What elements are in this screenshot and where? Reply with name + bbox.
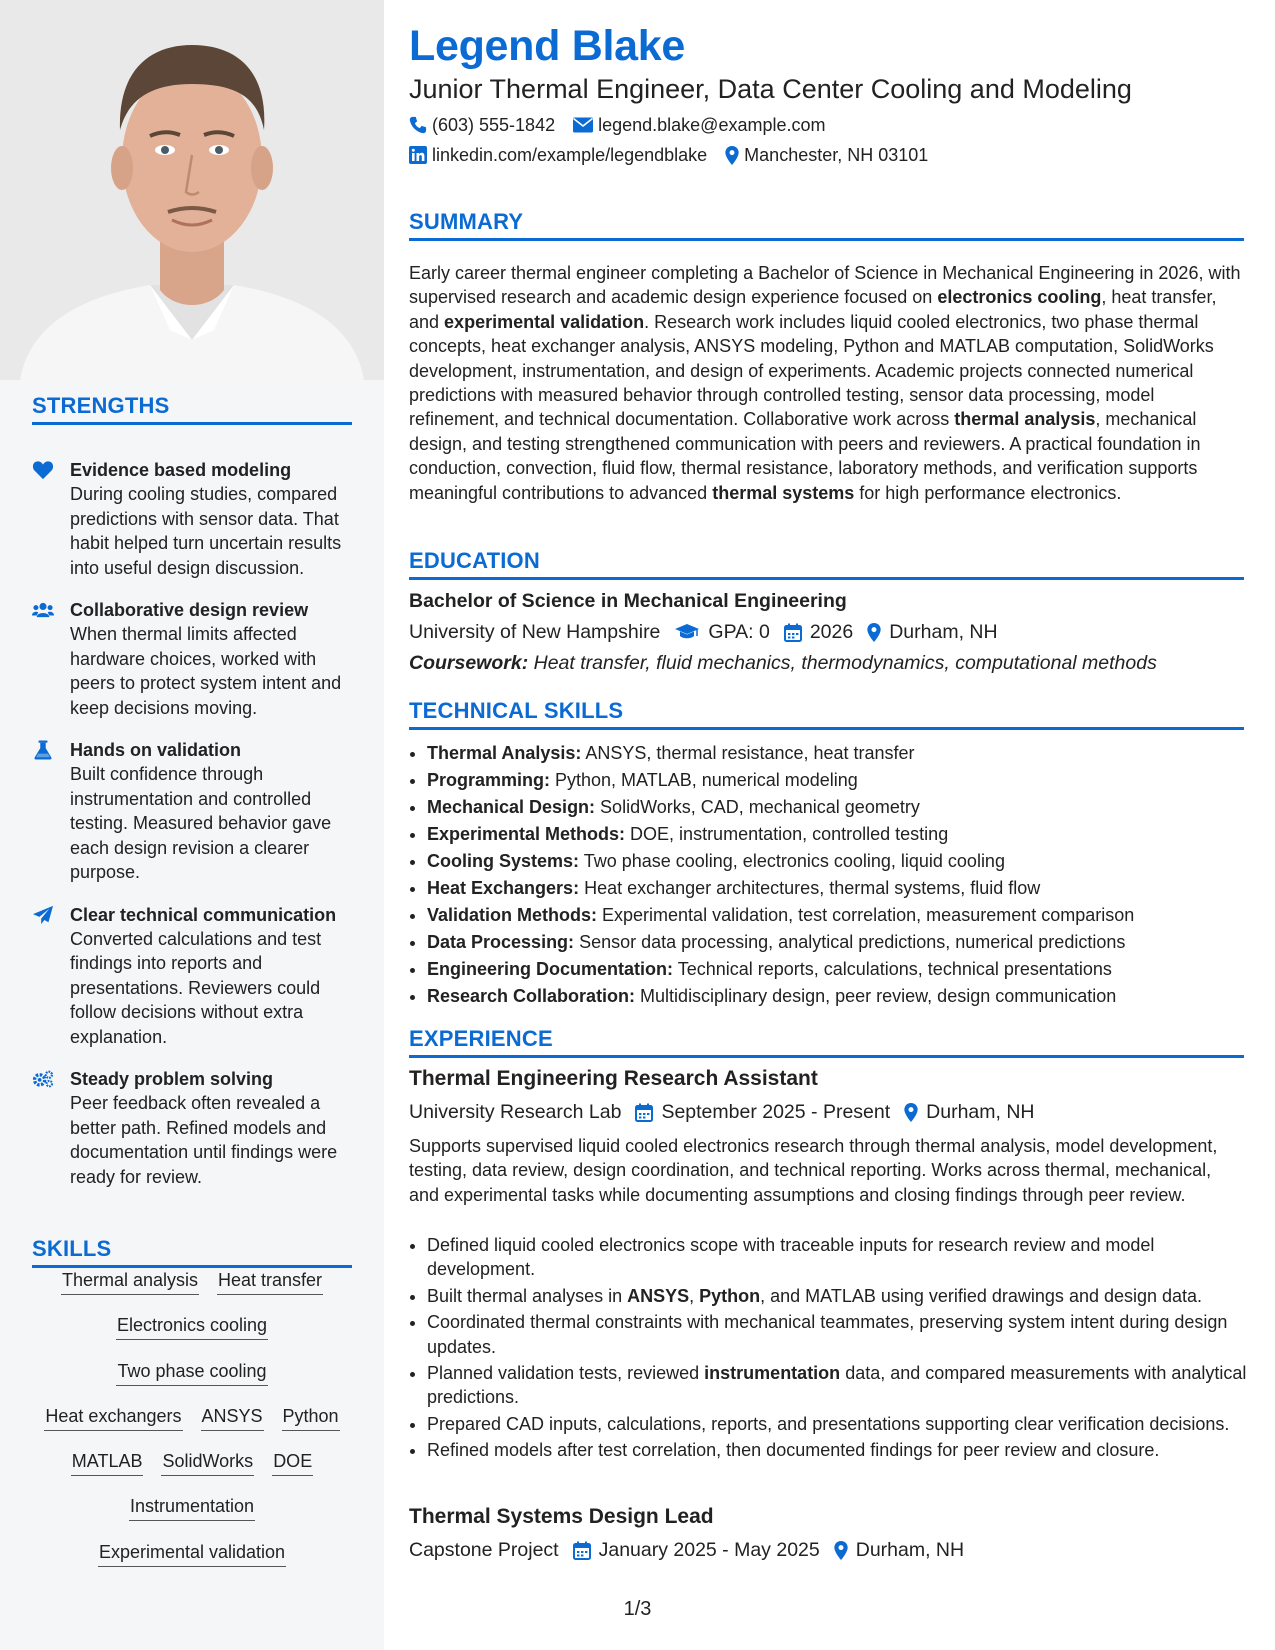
- phone-contact: [409, 115, 555, 136]
- skill-values: Heat exchanger architectures, thermal systems, fluid flow: [579, 878, 1041, 898]
- linkedin-contact[interactable]: [409, 145, 707, 166]
- text-run: . Research work includes liquid cooled electronics, two phase thermal concepts, heat exchanger analysis, ANSYS modeling, Python and MATLAB computation, SolidWorks development, instrumentation, and design of experiments. Academic projects connected numerical predictions with measured behavior through controlled testing, sensor data processing, model refinement, and technical documentation. Collaborative work across: [409, 311, 1214, 430]
- strength-title: Clear technical communication: [70, 904, 337, 925]
- strength-description: Converted calculations and test findings into reports and presentations. Reviewers could follow decisions without extra explanation.: [70, 928, 322, 1047]
- skill-values: Technical reports, calculations, technical presentations: [673, 959, 1112, 979]
- text-run: Built thermal analyses in: [427, 1285, 628, 1306]
- technical-skill-item: [427, 956, 1262, 983]
- education-meta: [409, 619, 1012, 645]
- paper-plane-icon: [32, 905, 54, 925]
- strength-title: Collaborative design review: [70, 600, 309, 620]
- location-text: Manchester, NH 03101: [744, 144, 929, 165]
- technical-skill-item: [427, 929, 1262, 956]
- portrait-illustration: [0, 0, 384, 380]
- job-location-item: [834, 1539, 964, 1562]
- text-run: Prepared CAD inputs, calculations, reports, and presentations supporting clear verification decisions.: [427, 1413, 1230, 1434]
- skill-tag: DOE: [272, 1449, 313, 1476]
- job-meta: [409, 1099, 1049, 1125]
- strength-title: Hands on validation: [70, 740, 242, 760]
- text-run: , heat transfer, and: [409, 287, 1217, 332]
- job-dates-item: [573, 1539, 820, 1562]
- text-run: , and MATLAB using verified drawings and design data.: [760, 1285, 1203, 1306]
- skills-row: [32, 1494, 352, 1539]
- job-location: Durham, NH: [855, 1538, 965, 1561]
- gpa-item: [674, 621, 769, 644]
- coursework-label: Coursework:: [409, 652, 529, 674]
- skill-tag: Heat transfer: [217, 1268, 323, 1295]
- job-location-item: [904, 1101, 1034, 1124]
- emphasis-text: experimental validation: [444, 311, 645, 332]
- job-summary: Supports supervised liquid cooled electronics research through thermal analysis, model development, testing, data review, design coordination, and technical reporting. Works across thermal, mechanical, and experimental tasks while documenting assumptions and closing findings through peer review.: [409, 1136, 1218, 1205]
- job-dates: September 2025 - Present: [661, 1100, 891, 1123]
- email-address[interactable]: legend.blake@example.com: [598, 114, 826, 135]
- map-pin-icon: [725, 146, 739, 165]
- strengths-list: [32, 458, 362, 1207]
- job-organization: Capstone Project: [409, 1538, 559, 1561]
- emphasis-text: instrumentation: [704, 1363, 841, 1384]
- technical-skill-item: [427, 794, 1262, 821]
- email-contact[interactable]: [573, 115, 825, 136]
- graduation-cap-icon: [674, 623, 700, 641]
- skill-category: Engineering Documentation:: [427, 959, 674, 979]
- text-run: Early career thermal engineer completing a Bachelor of Science in Mechanical Engineering in 2026, with supervised research and academic design experience focused on: [409, 263, 1241, 308]
- job-bullet: [427, 1361, 1262, 1410]
- job-bullet: [427, 1438, 1262, 1462]
- technical-skills-heading: TECHNICAL SKILLS: [409, 698, 1244, 730]
- linkedin-url[interactable]: linkedin.com/example/legendblake: [432, 144, 708, 165]
- experience-heading: EXPERIENCE: [409, 1026, 1244, 1058]
- text-run: for high performance electronics.: [854, 482, 1122, 503]
- coursework-text: Heat transfer, fluid mechanics, thermodynamics, computational methods: [528, 652, 1157, 674]
- skill-tag: Experimental validation: [98, 1540, 286, 1567]
- job-bullet: [427, 1310, 1262, 1359]
- sidebar: [0, 0, 384, 1650]
- skill-values: Sensor data processing, analytical predictions, numerical predictions: [574, 932, 1126, 952]
- linkedin-icon: [409, 146, 427, 164]
- job-location: Durham, NH: [926, 1100, 1035, 1123]
- skills-row: [32, 1449, 352, 1494]
- graduation-year: 2026: [809, 620, 854, 643]
- technical-skill-item: [427, 848, 1262, 875]
- technical-skill-item: [427, 983, 1262, 1010]
- skill-category: Mechanical Design:: [427, 797, 596, 817]
- technical-skill-item: [427, 740, 1262, 767]
- skill-category: Research Collaboration:: [427, 986, 636, 1006]
- skill-tag: Heat exchangers: [44, 1404, 182, 1431]
- text-run: Defined liquid cooled electronics scope with traceable inputs for research review and model development.: [427, 1235, 1155, 1280]
- technical-skill-item: [427, 875, 1262, 902]
- skill-category: Cooling Systems:: [427, 851, 580, 871]
- skill-category: Validation Methods:: [427, 905, 598, 925]
- candidate-name: Legend Blake: [409, 22, 685, 70]
- education-heading: EDUCATION: [409, 548, 1244, 580]
- technical-skills-list: [409, 740, 1262, 1010]
- heart-icon: [32, 460, 54, 480]
- job-meta: [409, 1537, 978, 1563]
- skill-tag: ANSYS: [201, 1404, 264, 1431]
- year-item: [784, 621, 853, 644]
- job-dates-item: [635, 1101, 890, 1124]
- skill-tag: Instrumentation: [129, 1494, 255, 1521]
- text-run: Planned validation tests, reviewed: [427, 1363, 705, 1384]
- strength-description: Peer feedback often revealed a better path. Refined models and documentation until findings were ready for review.: [70, 1093, 338, 1187]
- phone-icon: [409, 116, 427, 134]
- text-run: ,: [689, 1285, 700, 1306]
- job-title: Thermal Systems Design Lead: [409, 1505, 714, 1528]
- job-bullet: [427, 1284, 1262, 1308]
- text-run: data, and compared measurements with analytical predictions.: [427, 1363, 1247, 1408]
- skills-row: [32, 1313, 352, 1358]
- emphasis-text: thermal analysis: [954, 409, 1096, 430]
- envelope-icon: [573, 117, 593, 133]
- calendar-icon: [784, 623, 802, 642]
- emphasis-text: electronics cooling: [937, 287, 1102, 308]
- skills-row: [32, 1404, 352, 1449]
- degree-name: Bachelor of Science in Mechanical Engineering: [409, 590, 847, 612]
- strength-title: Steady problem solving: [70, 1069, 274, 1089]
- skill-values: DOE, instrumentation, controlled testing: [625, 824, 949, 844]
- calendar-icon: [573, 1541, 591, 1560]
- emphasis-text: ANSYS: [627, 1285, 690, 1306]
- technical-skill-item: [427, 767, 1262, 794]
- contact-row-2: [409, 143, 946, 167]
- text-run: Coordinated thermal constraints with mechanical teammates, preserving system intent during design updates.: [427, 1312, 1228, 1357]
- skill-tag: MATLAB: [71, 1449, 144, 1476]
- skill-values: SolidWorks, CAD, mechanical geometry: [595, 797, 920, 817]
- contact-row-1: [409, 113, 844, 137]
- education-location: Durham, NH: [889, 620, 998, 643]
- strength-item: [32, 458, 362, 580]
- skill-values: ANSYS, thermal resistance, heat transfer: [581, 743, 915, 763]
- map-pin-icon: [904, 1103, 918, 1122]
- skill-category: Thermal Analysis:: [427, 743, 582, 763]
- phone-number: (603) 555-1842: [432, 114, 556, 135]
- map-pin-icon: [834, 1541, 848, 1560]
- skill-category: Programming:: [427, 770, 551, 790]
- skill-tag: Thermal analysis: [61, 1268, 199, 1295]
- users-icon: [32, 600, 54, 620]
- text-run: , mechanical design, and testing strengthened communication with peers and reviewers. A practical foundation in conduction, convection, fluid flow, thermal resistance, laboratory methods, and verification supports meaningful contributions to advanced: [409, 409, 1201, 503]
- profile-photo: [0, 0, 384, 380]
- skills-row: [32, 1540, 352, 1585]
- job-dates: January 2025 - May 2025: [598, 1538, 820, 1561]
- job-bullet: [427, 1412, 1262, 1436]
- map-pin-icon: [867, 623, 881, 642]
- strength-description: During cooling studies, compared predictions with sensor data. That habit helped turn uncertain results into useful design discussion.: [70, 484, 342, 578]
- gpa-value: GPA: 0: [708, 620, 770, 643]
- summary-heading: SUMMARY: [409, 209, 1244, 241]
- strength-title: Evidence based modeling: [70, 460, 292, 480]
- skills-heading: SKILLS: [32, 1236, 352, 1268]
- calendar-icon: [635, 1103, 653, 1122]
- skill-values: Experimental validation, test correlation, measurement comparison: [597, 905, 1135, 925]
- strength-item: [32, 1067, 362, 1189]
- skill-tag: Two phase cooling: [116, 1359, 267, 1386]
- strength-item: [32, 738, 362, 885]
- skill-tag: SolidWorks: [161, 1449, 254, 1476]
- job-bullets: [409, 1233, 1262, 1465]
- strengths-heading: STRENGTHS: [32, 393, 352, 425]
- page-number: 1/3: [623, 1598, 652, 1620]
- job-organization: University Research Lab: [409, 1100, 622, 1123]
- skills-cloud: [32, 1268, 352, 1585]
- skill-category: Data Processing:: [427, 932, 575, 952]
- text-run: Refined models after test correlation, then documented findings for peer review and closure.: [427, 1440, 1160, 1461]
- skill-values: Multidisciplinary design, peer review, design communication: [635, 986, 1117, 1006]
- location-contact: [725, 145, 928, 166]
- technical-skill-item: [427, 902, 1262, 929]
- skill-tag: Python: [282, 1404, 340, 1431]
- skill-category: Heat Exchangers:: [427, 878, 580, 898]
- strength-description: Built confidence through instrumentation and controlled testing. Measured behavior gave each design revision a clearer purpose.: [70, 764, 332, 882]
- candidate-title: Junior Thermal Engineer, Data Center Cooling and Modeling: [409, 74, 1132, 104]
- school-name: University of New Hampshire: [409, 620, 661, 643]
- strength-description: When thermal limits affected hardware choices, worked with peers to protect system intent and keep decisions moving.: [70, 624, 342, 718]
- emphasis-text: thermal systems: [712, 482, 855, 503]
- flask-icon: [32, 740, 54, 760]
- summary-text: [409, 261, 1244, 505]
- skill-values: Two phase cooling, electronics cooling, liquid cooling: [579, 851, 1005, 871]
- skill-tag: Electronics cooling: [116, 1313, 268, 1340]
- education-location-item: [867, 621, 997, 644]
- strength-item: [32, 903, 362, 1050]
- skills-row: [32, 1268, 352, 1313]
- technical-skill-item: [427, 821, 1262, 848]
- coursework-line: [409, 652, 1157, 675]
- skill-category: Experimental Methods:: [427, 824, 626, 844]
- skill-values: Python, MATLAB, numerical modeling: [550, 770, 858, 790]
- strength-item: [32, 598, 362, 720]
- emphasis-text: Python: [699, 1285, 761, 1306]
- skills-row: [32, 1359, 352, 1404]
- job-bullet: [427, 1233, 1262, 1282]
- gears-icon: [32, 1069, 54, 1089]
- job-title: Thermal Engineering Research Assistant: [409, 1067, 818, 1090]
